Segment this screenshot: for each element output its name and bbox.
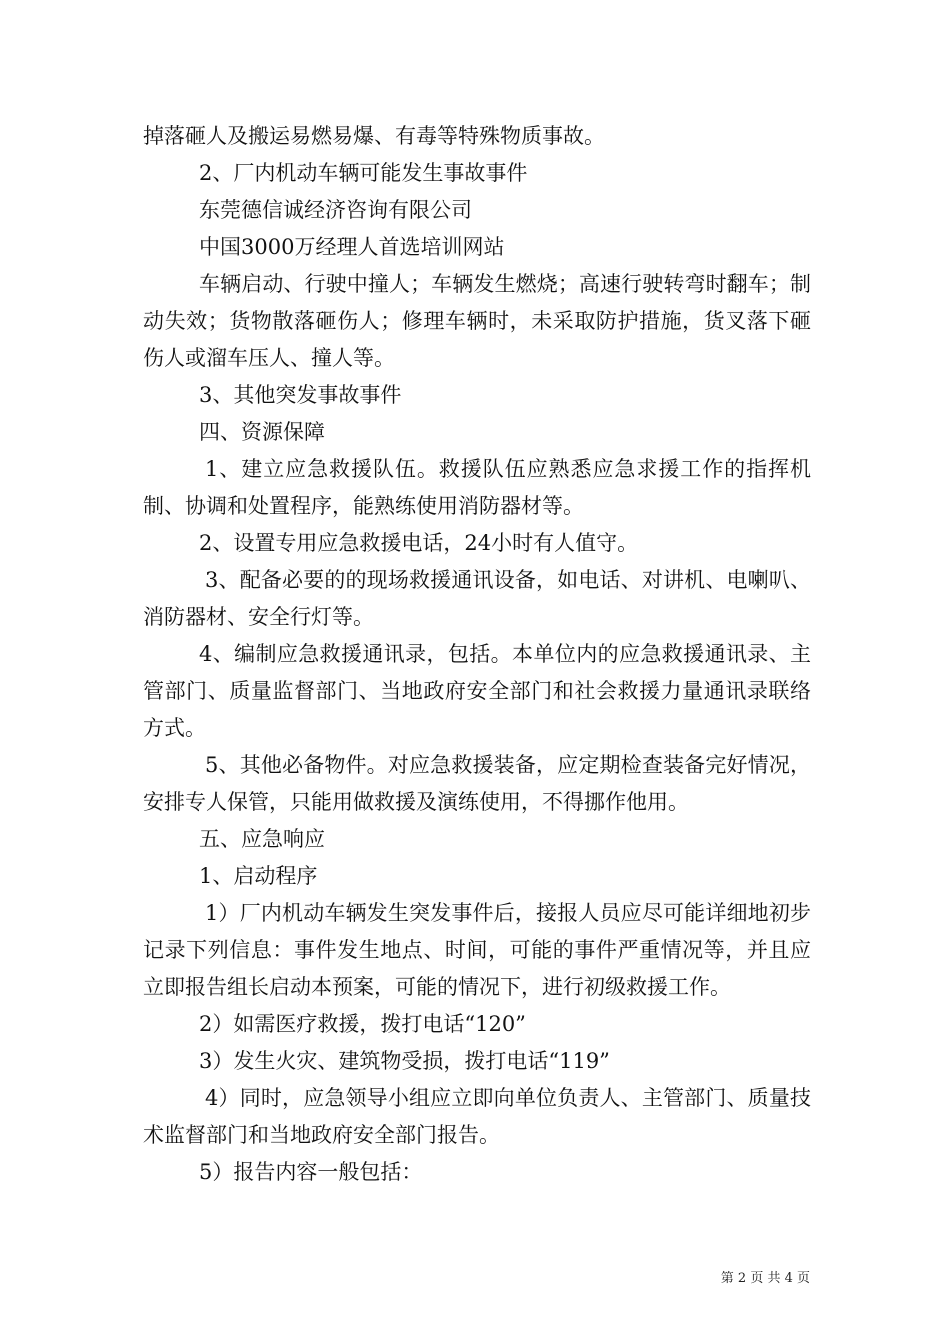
document-body — [143, 118, 811, 1191]
section-heading: 五、应急响应 — [199, 827, 325, 851]
paragraph: 2）如需医疗救援，拨打电话“120” — [199, 1012, 526, 1036]
paragraph: 东莞德信诚经济咨询有限公司 — [199, 198, 472, 222]
paragraph: 1、建立应急救援队伍。救援队伍应熟悉应急求援工作的指挥机制、协调和处置程序，能熟练使用消防器材等。 — [143, 457, 811, 518]
paragraph: 掉落砸人及搬运易燃易爆、有毒等特殊物质事故。 — [143, 124, 605, 148]
paragraph: 3）发生火灾、建筑物受损，拨打电话“119” — [199, 1049, 610, 1073]
paragraph: 车辆启动、行驶中撞人；车辆发生燃烧；高速行驶转弯时翻车；制动失效；货物散落砸伤人；修理车辆时，未采取防护措施，货叉落下砸伤人或溜车压人、撞人等。 — [143, 272, 811, 370]
section-heading: 四、资源保障 — [199, 420, 325, 444]
paragraph: 1）厂内机动车辆发生突发事件后，接报人员应尽可能详细地初步记录下列信息：事件发生地点、时间，可能的事件严重情况等，并且应立即报告组长启动本预案，可能的情况下，进行初级救援工作。 — [143, 901, 811, 999]
paragraph: 3、其他突发事故事件 — [199, 383, 402, 407]
paragraph: 5）报告内容一般包括： — [199, 1160, 423, 1184]
paragraph: 1、启动程序 — [199, 864, 318, 888]
paragraph: 4、编制应急救援通讯录，包括。本单位内的应急救援通讯录、主管部门、质量监督部门、当地政府安全部门和社会救援力量通讯录联络方式。 — [143, 642, 811, 740]
paragraph: 3、配备必要的的现场救援通讯设备，如电话、对讲机、电喇叭、消防器材、安全行灯等。 — [143, 568, 811, 629]
paragraph: 4）同时，应急领导小组应立即向单位负责人、主管部门、质量技术监督部门和当地政府安全部门报告。 — [143, 1086, 811, 1147]
paragraph: 5、其他必备物件。对应急救援装备，应定期检查装备完好情况，安排专人保管，只能用做救援及演练使用，不得挪作他用。 — [143, 753, 811, 814]
page-number: 第 2 页 共 4 页 — [720, 1271, 810, 1286]
paragraph: 2、设置专用应急救援电话，24小时有人值守。 — [199, 531, 639, 555]
paragraph: 2、厂内机动车辆可能发生事故事件 — [199, 161, 528, 185]
paragraph: 中国3000万经理人首选培训网站 — [199, 235, 505, 259]
